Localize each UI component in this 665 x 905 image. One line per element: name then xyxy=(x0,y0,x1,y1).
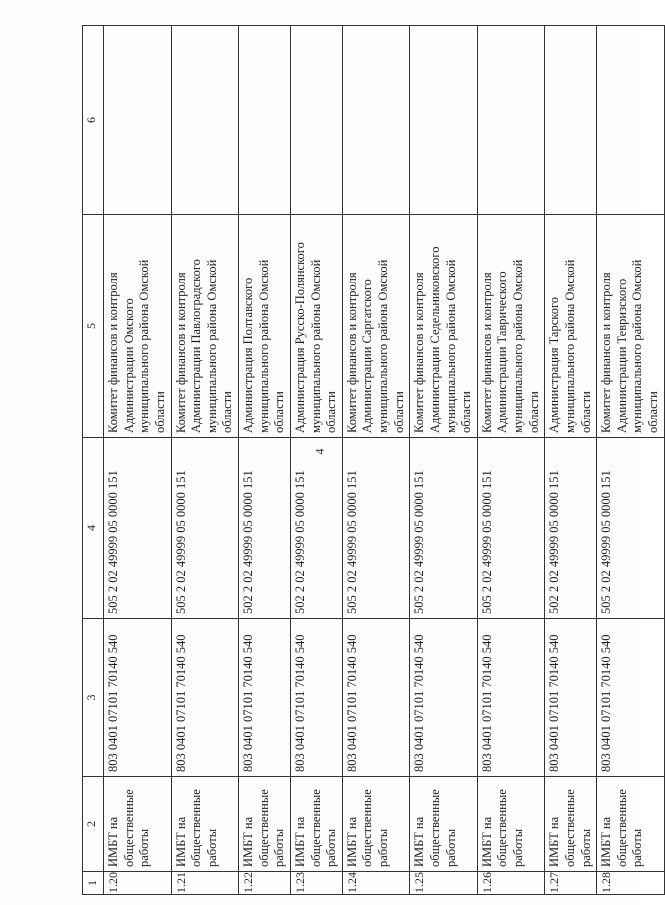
recipient: Комитет финансов и контроля Администрации Таврического муниципального района Омской области xyxy=(477,215,545,438)
recipient: Комитет финансов и контроля Администрации Саргатского муниципального района Омской области xyxy=(342,215,410,438)
row-number: 1.22 xyxy=(239,872,291,895)
expense-code: 803 0401 07101 70140 540 xyxy=(410,619,478,777)
revenue-code: 505 2 02 49999 05 0000 151 xyxy=(477,438,545,619)
row-number: 1.26 xyxy=(477,872,545,895)
header-col-2: 2 xyxy=(83,777,104,872)
header-col-6: 6 xyxy=(83,26,104,215)
recipient: Администрация Тарского муниципального района Омской области xyxy=(545,215,597,438)
expense-code: 803 0401 07101 70140 540 xyxy=(171,619,239,777)
row-number: 1.23 xyxy=(290,872,342,895)
recipient: Комитет финансов и контроля Администрации Павлоградского муниципального района Омской области xyxy=(171,215,239,438)
transfer-name: ИМБТ на общественные работы xyxy=(597,777,665,872)
extra-cell xyxy=(342,26,410,215)
page-number: 4 xyxy=(312,448,327,455)
extra-cell xyxy=(410,26,478,215)
row-number: 1.20 xyxy=(104,872,172,895)
transfer-name: ИМБТ на общественные работы xyxy=(477,777,545,872)
transfer-name: ИМБТ на общественные работы xyxy=(342,777,410,872)
extra-cell xyxy=(239,26,291,215)
expense-code: 803 0401 07101 70140 540 xyxy=(290,619,342,777)
expense-code: 803 0401 07101 70140 540 xyxy=(545,619,597,777)
transfer-name: ИМБТ на общественные работы xyxy=(545,777,597,872)
row-number: 1.27 xyxy=(545,872,597,895)
recipient: Комитет финансов и контроля Администрации Тевризского муниципального района Омской области xyxy=(597,215,665,438)
expense-code: 803 0401 07101 70140 540 xyxy=(597,619,665,777)
revenue-code: 505 2 02 49999 05 0000 151 xyxy=(597,438,665,619)
table-row xyxy=(410,26,478,895)
table-row xyxy=(545,26,597,895)
revenue-code: 505 2 02 49999 05 0000 151 xyxy=(342,438,410,619)
table-row xyxy=(290,26,342,895)
recipient: Администрация Полтавского муниципального района Омской области xyxy=(239,215,291,438)
revenue-code: 505 2 02 49999 05 0000 151 xyxy=(104,438,172,619)
transfer-name: ИМБТ на общественные работы xyxy=(171,777,239,872)
revenue-code: 505 2 02 49999 05 0000 151 xyxy=(171,438,239,619)
extra-cell xyxy=(104,26,172,215)
extra-cell xyxy=(477,26,545,215)
table-row xyxy=(597,26,665,895)
revenue-code: 505 2 02 49999 05 0000 151 xyxy=(410,438,478,619)
extra-cell xyxy=(545,26,597,215)
transfer-name: ИМБТ на общественные работы xyxy=(290,777,342,872)
recipient: Комитет финансов и контроля Администрации Омского муниципального района Омской области xyxy=(104,215,172,438)
expense-code: 803 0401 07101 70140 540 xyxy=(342,619,410,777)
row-number: 1.24 xyxy=(342,872,410,895)
transfer-name: ИМБТ на общественные работы xyxy=(104,777,172,872)
row-number: 1.28 xyxy=(597,872,665,895)
data-table xyxy=(82,25,665,895)
row-number: 1.21 xyxy=(171,872,239,895)
transfer-name: ИМБТ на общественные работы xyxy=(410,777,478,872)
header-row xyxy=(83,26,104,895)
revenue-code: 502 2 02 49999 05 0000 151 xyxy=(290,438,342,619)
extra-cell xyxy=(597,26,665,215)
revenue-code: 502 2 02 49999 05 0000 151 xyxy=(545,438,597,619)
extra-cell xyxy=(290,26,342,215)
row-number: 1.25 xyxy=(410,872,478,895)
table-row xyxy=(239,26,291,895)
header-col-5: 5 xyxy=(83,215,104,438)
table-row xyxy=(104,26,172,895)
header-col-1: 1 xyxy=(83,872,104,895)
table-row xyxy=(171,26,239,895)
table-row xyxy=(342,26,410,895)
extra-cell xyxy=(171,26,239,215)
header-col-4: 4 xyxy=(83,438,104,619)
expense-code: 803 0401 07101 70140 540 xyxy=(477,619,545,777)
header-col-3: 3 xyxy=(83,619,104,777)
expense-code: 803 0401 07101 70140 540 xyxy=(104,619,172,777)
recipient: Администрация Русско-Полянского муниципального района Омской области xyxy=(290,215,342,438)
revenue-code: 502 2 02 49999 05 0000 151 xyxy=(239,438,291,619)
table-row xyxy=(477,26,545,895)
recipient: Комитет финансов и контроля Администрации Седельниковского муниципального района Омской области xyxy=(410,215,478,438)
expense-code: 803 0401 07101 70140 540 xyxy=(239,619,291,777)
transfer-name: ИМБТ на общественные работы xyxy=(239,777,291,872)
rotated-table-container xyxy=(82,25,660,895)
